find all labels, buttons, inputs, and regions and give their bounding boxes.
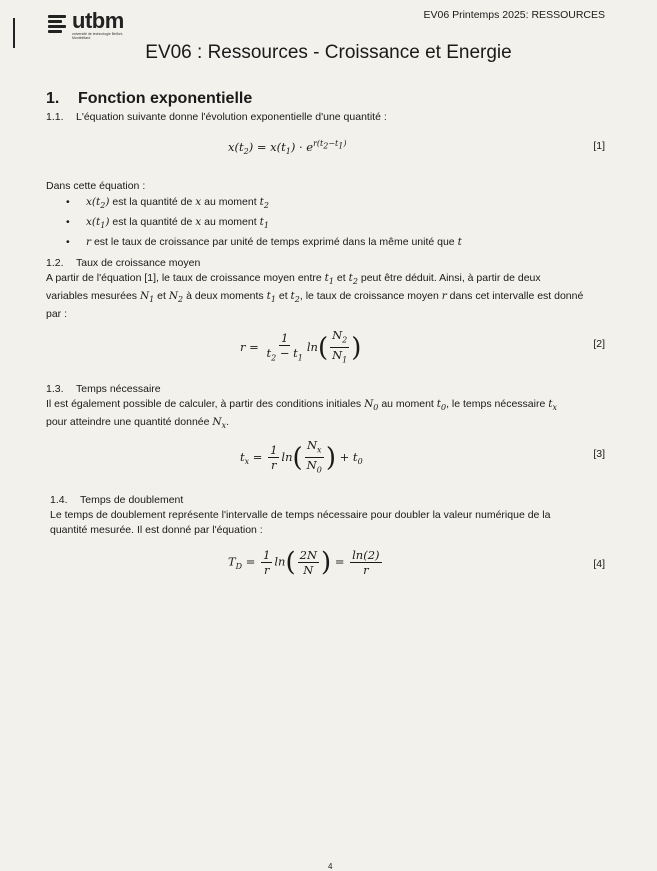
- equation-4-number: [4]: [593, 558, 605, 570]
- list-item: • $x(t_1)$ est la quantité de x au moment $t_1$: [66, 214, 462, 234]
- equation-3: $t_x$ = $\frac{1}{r}$ ln( $\frac{N_x}{N_0}$ ) + $t_0$: [240, 438, 363, 475]
- equation-intro: Dans cette équation :: [46, 180, 146, 192]
- subsection-1-3-paragraph: Il est également possible de calculer, à partir des conditions initiales $N_0$ au moment $t_0$, le temps nécessaire $t_x$ pour atteindre une quantité donnée $N_x$.: [46, 398, 557, 431]
- list-item: • r est le taux de croissance par unité de temps exprimé dans la même unité que t: [66, 234, 462, 250]
- header-course: EV06 Printemps 2025: RESSOURCES: [423, 9, 605, 21]
- subsection-1-4-paragraph: Le temps de doublement représente l'intervalle de temps nécessaire pour doubler la valeur numérique de la quantité mesurée. Il est donné par l'équation :: [50, 509, 551, 536]
- section-title: Fonction exponentielle: [78, 90, 253, 107]
- subsection-1-1: [46, 111, 387, 123]
- equation-3-number: [3]: [593, 448, 605, 460]
- subsection-number: 1.1.: [46, 111, 64, 123]
- subsection-1-2-paragraph: A partir de l'équation [1], le taux de croissance moyen entre $t_1$ et $t_2$ peut être déduit. Ainsi, à partir de deux variables mesurées $N_1$ et $N_2$ à deux moments $t_1$ et $t_2$, le taux de croissance moyen r dans cet intervalle est donné par :: [46, 272, 584, 321]
- section-1-heading: [46, 90, 252, 108]
- page-number: 4: [328, 862, 333, 871]
- variable-list: [66, 194, 462, 250]
- page-title: EV06 : Ressources - Croissance et Energie: [145, 42, 512, 63]
- equation-2-number: [2]: [593, 338, 605, 350]
- logo-mark-icon: [48, 13, 70, 37]
- equation-4: $T_D$ = $\frac{1}{r}$ ln( $\frac{2N}{N}$ ) = $\frac{\ln(2)}{r}$: [228, 547, 380, 578]
- subsection-1-3-heading: 1.3. Temps nécessaire: [46, 383, 161, 395]
- list-item: • $x(t_2)$ est la quantité de x au moment $t_2$: [66, 194, 462, 214]
- logo-subtitle: université de technologie Belfort-Montbéliard: [72, 32, 123, 40]
- utbm-logo: [48, 10, 134, 40]
- logo-name: utbm: [72, 8, 124, 33]
- subsection-1-4-heading: 1.4. Temps de doublement: [50, 494, 184, 506]
- equation-1-number: [1]: [593, 140, 605, 152]
- equation-2: r = $\frac{1}{t_2 - t_1}$ ln( $\frac{N_2}{N_1}$ ): [240, 328, 362, 365]
- equation-1: $x(t_2) = x(t_1) \cdot e^{r(t_2-t_1)}$: [228, 139, 347, 157]
- subsection-text: L'équation suivante donne l'évolution exponentielle d'une quantité :: [76, 111, 387, 123]
- section-number: 1.: [46, 90, 60, 107]
- subsection-1-2-heading: 1.2. Taux de croissance moyen: [46, 257, 201, 269]
